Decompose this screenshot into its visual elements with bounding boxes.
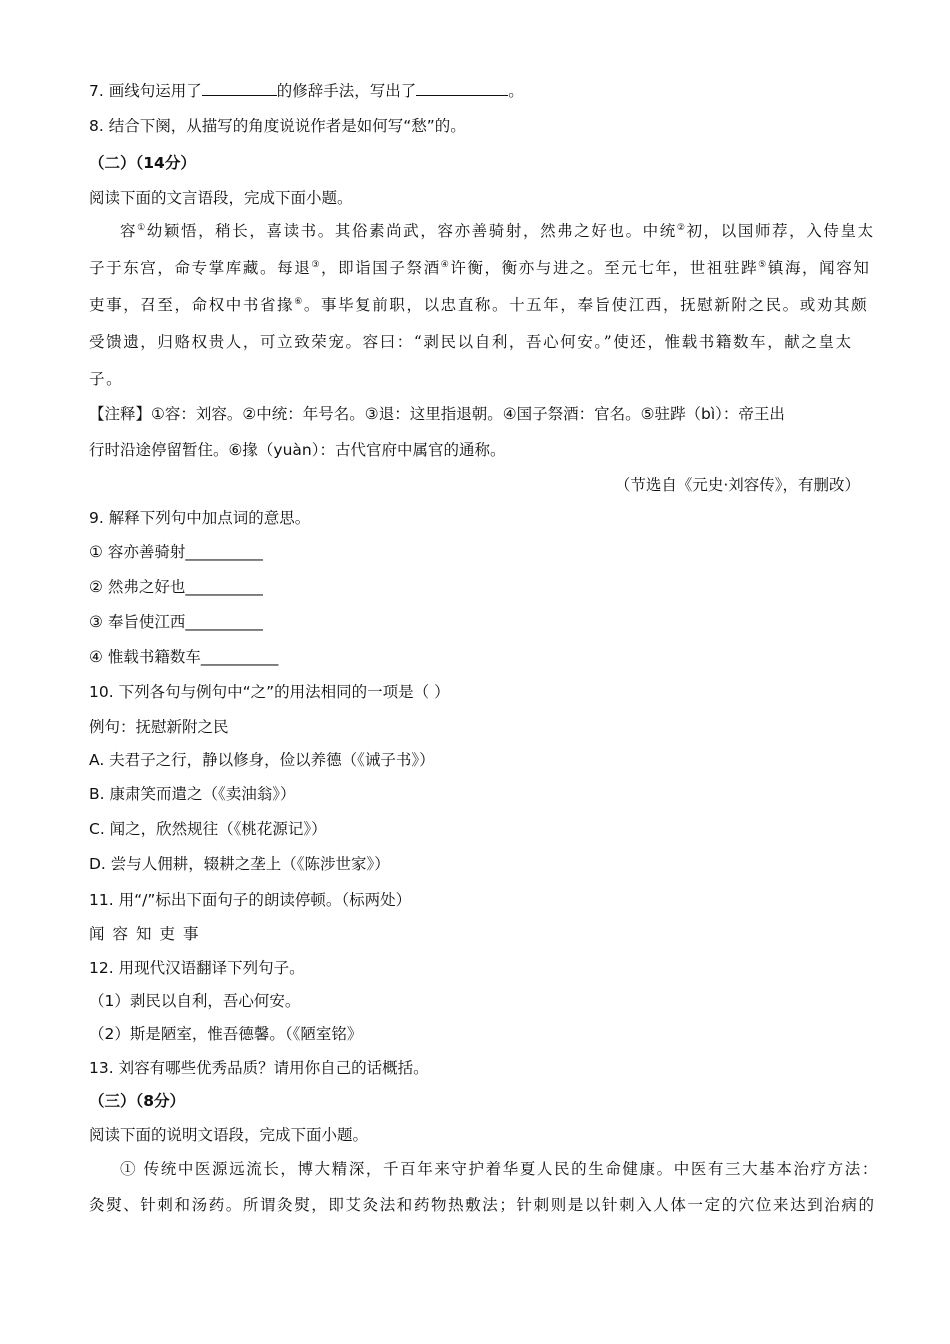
question-12-stem: 12. 用现代汉语翻译下列句子。 bbox=[89, 959, 305, 977]
passage-line-4: 受馈遗，归赂权贵人，可立致荣宠。容曰：“剥民以自利，吾心何安。”使还，惟载书籍数车，献之皇太 bbox=[89, 333, 853, 351]
passage-line-2: 子于东宫，命专掌库藏。每退③，即诣国子祭酒④许衡，衡亦与进之。至元七年，世祖驻跸⑤镇海，闻容知 bbox=[89, 259, 871, 277]
question-9-item: ② 然弗之好也__________ bbox=[89, 578, 263, 596]
option-a[interactable]: A. 夫君子之行，静以修身，俭以养德（《诫子书》） bbox=[89, 751, 435, 769]
question-12-sentence-2: （2）斯是陋室，惟吾德馨。（《陋室铭》 bbox=[89, 1025, 363, 1043]
question-10-example: 例句：抚慰新附之民 bbox=[89, 718, 229, 736]
section-3-heading: （三）（8分） bbox=[89, 1092, 186, 1110]
expository-line-2: 灸熨、针刺和汤药。所谓灸熨，即艾灸法和药物热敷法；针刺则是以针刺入人体一定的穴位来达到治病的 bbox=[89, 1196, 876, 1214]
question-7: 7. 画线句运用了 的修辞手法，写出了 。 bbox=[89, 82, 524, 100]
passage-line-3: 吏事，召至，命权中书省掾⑥。事毕复前职，以忠直称。十五年，奉旨使江西，抚慰新附之民。或劝其颇 bbox=[89, 296, 869, 314]
question-10-stem: 10. 下列各句与例句中“之”的用法相同的一项是（ ） bbox=[89, 683, 450, 701]
section-2-instruction: 阅读下面的文言语段，完成下面小题。 bbox=[89, 189, 353, 207]
question-8: 8. 结合下阕，从描写的角度说说作者是如何写“愁”的。 bbox=[89, 117, 466, 135]
option-b[interactable]: B. 康肃笑而遣之（《卖油翁》） bbox=[89, 785, 296, 803]
question-9-item: ③ 奉旨使江西__________ bbox=[89, 613, 263, 631]
option-c[interactable]: C. 闻之，欣然规往（《桃花源记》） bbox=[89, 820, 327, 838]
section-2-heading: （二）（14分） bbox=[89, 154, 196, 172]
question-9-item: ④ 惟载书籍数车__________ bbox=[89, 648, 279, 666]
section-3-instruction: 阅读下面的说明文语段，完成下面小题。 bbox=[89, 1126, 369, 1144]
question-11-stem: 11. 用“/”标出下面句子的朗读停顿。（标两处） bbox=[89, 891, 412, 909]
answer-blank[interactable] bbox=[202, 80, 277, 96]
expository-line-1: ① 传统中医源远流长，博大精深，千百年来守护着华夏人民的生命健康。中医有三大基本治疗方法： bbox=[120, 1160, 879, 1178]
annotation-line-1: 【注释】①容：刘容。②中统：年号名。③退：这里指退朝。④国子祭酒：官名。⑤驻跸（bì）：帝王出 bbox=[89, 405, 785, 423]
question-9-stem: 9. 解释下列句中加点词的意思。 bbox=[89, 509, 311, 527]
passage-line-1: 容①幼颖悟，稍长，喜读书。其俗素尚武，容亦善骑射，然弗之好也。中统②初，以国师荐，入侍皇太 bbox=[120, 222, 875, 240]
question-12-sentence-1: （1）剥民以自利，吾心何安。 bbox=[89, 992, 301, 1010]
passage-line-5: 子。 bbox=[89, 370, 124, 388]
source-citation: （节选自《元史·刘容传》，有删改） bbox=[614, 476, 860, 494]
annotation-line-2: 行时沿途停留暂住。⑥掾（yuàn）：古代官府中属官的通称。 bbox=[89, 441, 506, 459]
option-d[interactable]: D. 尝与人佣耕，辍耕之垄上（《陈涉世家》） bbox=[89, 855, 390, 873]
answer-blank[interactable] bbox=[416, 80, 508, 96]
question-11-sentence: 闻容知吏事 bbox=[89, 925, 207, 943]
question-13: 13. 刘容有哪些优秀品质？请用你自己的话概括。 bbox=[89, 1059, 429, 1077]
question-9-item: ① 容亦善骑射__________ bbox=[89, 543, 263, 561]
